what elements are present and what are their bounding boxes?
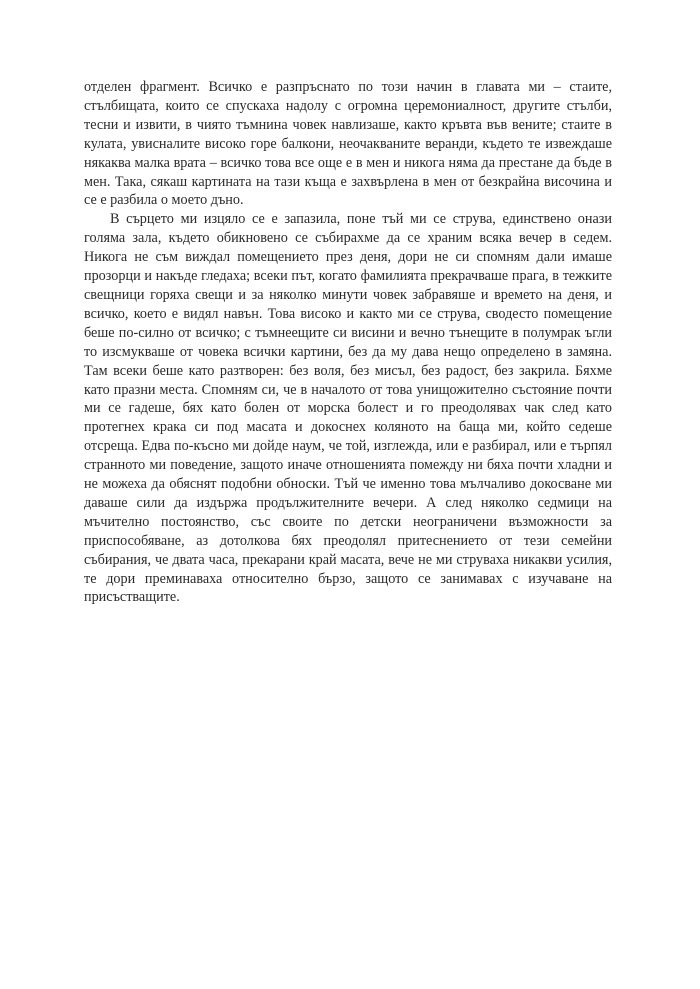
paragraph-1: отделен фрагмент. Всичко е разпръснато по този начин в главата ми – стаите, стълбищата, които се спускаха надолу с огромна церемониалност, другите стълби, тесни и извити, в чиято тъмнина човек навлизаше, както кръвта във вените; стаите в кулата, увисналите високо горе балкони, неочакваните веранди, където те извеждаше някаква малка врата – всичко това все още е в мен и никога няма да престане да бъде в мен. Така, сякаш картината на тази къща е захвърлена в мен от безкрайна височина и се е разбила о моето дъно. bbox=[84, 79, 612, 209]
body-text bbox=[84, 78, 612, 607]
paragraph-2: В сърцето ми изцяло се е запазила, поне тъй ми се струва, единствено онази голяма зала, където обикновено се събирахме да се храним всяка вечер в седем. Никога не съм виждал помещението през деня, дори не си спомням дали имаше прозорци и накъде гледаха; всеки път, когато фамилията прекрачваше прага, в тежките свещници горяха свещи и за няколко минути човек забравяше и времето на деня, и всичко, което е видял навън. Това високо и както ми се струва, сводесто помещение беше по-силно от всичко; с тъмнеещите си висини и вечно тънещите в полумрак ъгли то изсмукваше от човека всички картини, без да му дава нещо определено в замяна. Там всеки беше като разтворен: без воля, без мисъл, без радост, без закрила. Бяхме като празни места. Спомням си, че в началото от това унищожително състояние почти ми се гадеше, бях като болен от морска болест и го преодолявах чак след като протегнех крака си под масата и докоснех коляното на баща ми, който седеше отсреща. Едва по-късно ми дойде наум, че той, изглежда, или е разбирал, или е търпял странното ми поведение, защото иначе отношенията помежду ни бяха почти хладни и не можеха да обяснят подобни обноски. Тъй че именно това мълчаливо докосване ми даваше сили да издържа продължителните вечери. А след няколко седмици на мъчително постоянство, със своите по детски неограничени възможности за приспособяване, аз дотолкова бях преодолял притеснението от тези семейни събирания, че двата часа, прекарани край масата, вече не ми струваха никакви усилия, те дори преминаваха относително бързо, защото се занимавах с изучаване на присъстващите. bbox=[84, 211, 612, 606]
